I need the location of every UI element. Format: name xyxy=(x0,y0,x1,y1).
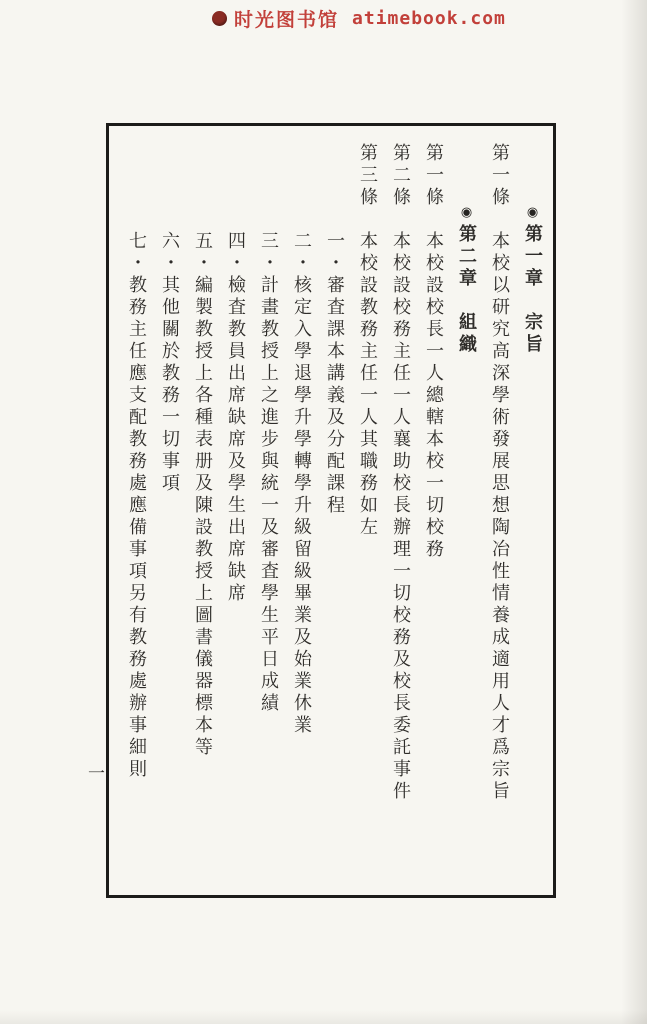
text-column-item xyxy=(224,143,246,885)
column-text: 六・其他關於教務一切事項 xyxy=(159,231,180,495)
scan-edge-shade-right xyxy=(621,0,647,1024)
column-text: 四・檢査教員出席缺席及學生出席缺席 xyxy=(225,231,246,605)
vertical-text-columns xyxy=(109,126,553,895)
text-column-item xyxy=(323,143,345,885)
text-column-item xyxy=(290,143,312,885)
scan-edge-shade-bottom xyxy=(0,1010,647,1024)
watermark-site-url: atimebook.com xyxy=(352,7,506,29)
document-page-frame xyxy=(106,123,556,898)
column-text: 第一章 宗旨 xyxy=(522,224,543,356)
text-column-article xyxy=(422,143,444,885)
column-text: 五・編製教授上各種表册及陳設教授上圖書儀器標本等 xyxy=(192,231,213,759)
section-bullet-icon: ◉ xyxy=(525,205,540,224)
text-column-item xyxy=(158,143,180,885)
column-text: 一・審査課本講義及分配課程 xyxy=(324,231,345,517)
text-column-item xyxy=(191,143,213,885)
text-column-chapter xyxy=(521,143,543,885)
column-text: 三・計畫教授上之進步與統一及審査學生平日成績 xyxy=(258,231,279,715)
column-text: 七・教務主任應支配教務處應備事項另有教務處辦事細則 xyxy=(126,231,147,781)
text-column-article xyxy=(389,143,411,885)
column-text: 二・核定入學退學升學轉學升級留級畢業及始業休業 xyxy=(291,231,312,737)
column-text: 第二條 本校設校務主任一人襄助校長辦理一切校務及校長委託事件 xyxy=(390,143,411,803)
column-text: 第二章 組織 xyxy=(456,224,477,356)
section-bullet-icon: ◉ xyxy=(459,205,474,224)
column-text: 第一條 本校以研究高深學術發展思想陶冶性情養成適用人才爲宗旨 xyxy=(489,143,510,803)
text-column-article xyxy=(356,143,378,885)
text-column-article xyxy=(488,143,510,885)
column-text: 第一條 本校設校長一人總轄本校一切校務 xyxy=(423,143,444,561)
page-number-marker: 一 xyxy=(84,764,104,781)
text-column-item xyxy=(257,143,279,885)
column-text: 第三條 本校設教務主任一人其職務如左 xyxy=(357,143,378,539)
watermark-site-name: 时光图书馆 xyxy=(234,8,340,31)
text-column-item xyxy=(125,143,147,885)
text-column-chapter xyxy=(455,143,477,885)
watermark xyxy=(212,5,506,31)
library-logo-dot-icon xyxy=(212,11,227,26)
